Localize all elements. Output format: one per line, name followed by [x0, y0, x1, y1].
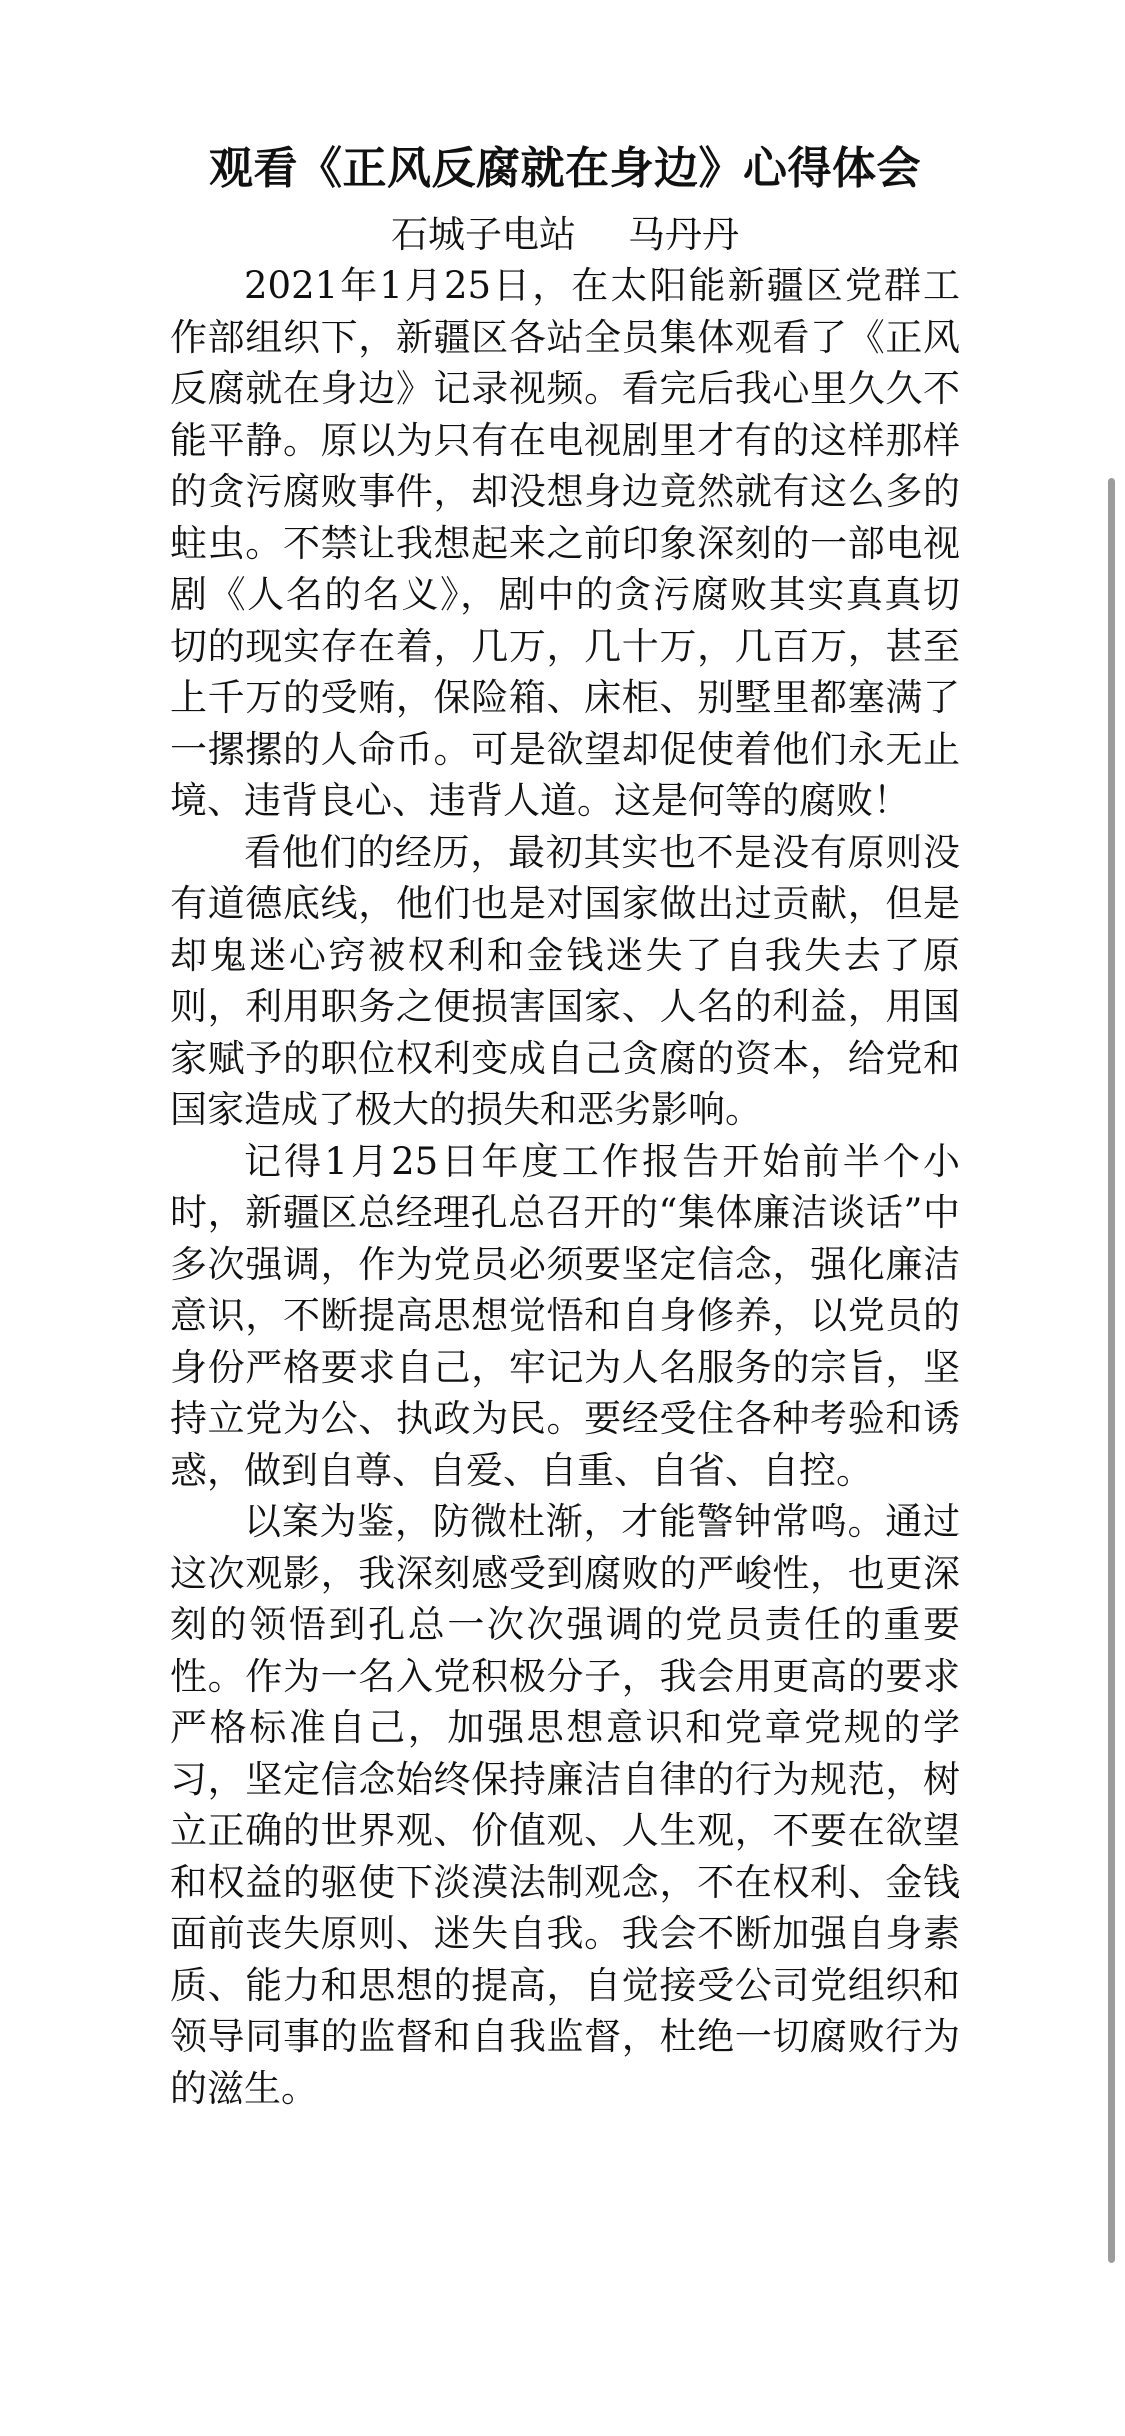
document-page	[170, 130, 960, 2114]
author-name: 马丹丹	[628, 213, 739, 256]
paragraph-3: 记得1月25日年度工作报告开始前半个小时，新疆区总经理孔总召开的“集体廉洁谈话”中多次强调，作为党员必须要坚定信念，强化廉洁意识，不断提高思想觉悟和自身修养，以党员的身份严格要求自己，牢记为人名服务的宗旨，坚持立党为公、执政为民。要经受住各种考验和诱惑，做到自尊、自爱、自重、自省、自控。	[170, 1139, 960, 1492]
byline	[170, 210, 960, 260]
vertical-scrollbar[interactable]	[1108, 478, 1115, 2263]
document-title: 观看《正风反腐就在身边》心得体会	[209, 143, 921, 194]
paragraph-1: 2021年1月25日，在太阳能新疆区党群工作部组织下，新疆区各站全员集体观看了《正风反腐就在身边》记录视频。看完后我心里久久不能平静。原以为只有在电视剧里才有的这样那样的贪污腐败事件，却没想身边竟然就有这么多的蛀虫。不禁让我想起来之前印象深刻的一部电视剧《人名的名义》，剧中的贪污腐败其实真真切切的现实存在着，几万，几十万，几百万，甚至上千万的受贿，保险箱、床柜、别墅里都塞满了一摞摞的人命币。可是欲望却促使着他们永无止境、违背良心、违背人道。这是何等的腐败！	[170, 264, 960, 822]
paragraph-4: 以案为鉴，防微杜渐，才能警钟常鸣。通过这次观影，我深刻感受到腐败的严峻性，也更深刻的领悟到孔总一次次强调的党员责任的重要性。作为一名入党积极分子，我会用更高的要求严格标准自己，加强思想意识和党章党规的学习，坚定信念始终保持廉洁自律的行为规范，树立正确的世界观、价值观、人生观，不要在欲望和权益的驱使下淡漠法制观念，不在权利、金钱面前丧失原则、迷失自我。我会不断加强自身素质、能力和思想的提高，自觉接受公司党组织和领导同事的监督和自我监督，杜绝一切腐败行为的滋生。	[170, 1500, 960, 2110]
paragraph-2: 看他们的经历，最初其实也不是没有原则没有道德底线，他们也是对国家做出过贡献，但是却鬼迷心窍被权利和金钱迷失了自我失去了原则，利用职务之便损害国家、人名的利益，用国家赋予的职位权利变成自己贪腐的资本，给党和国家造成了极大的损失和恶劣影响。	[170, 830, 960, 1131]
station-name: 石城子电站	[391, 213, 576, 256]
